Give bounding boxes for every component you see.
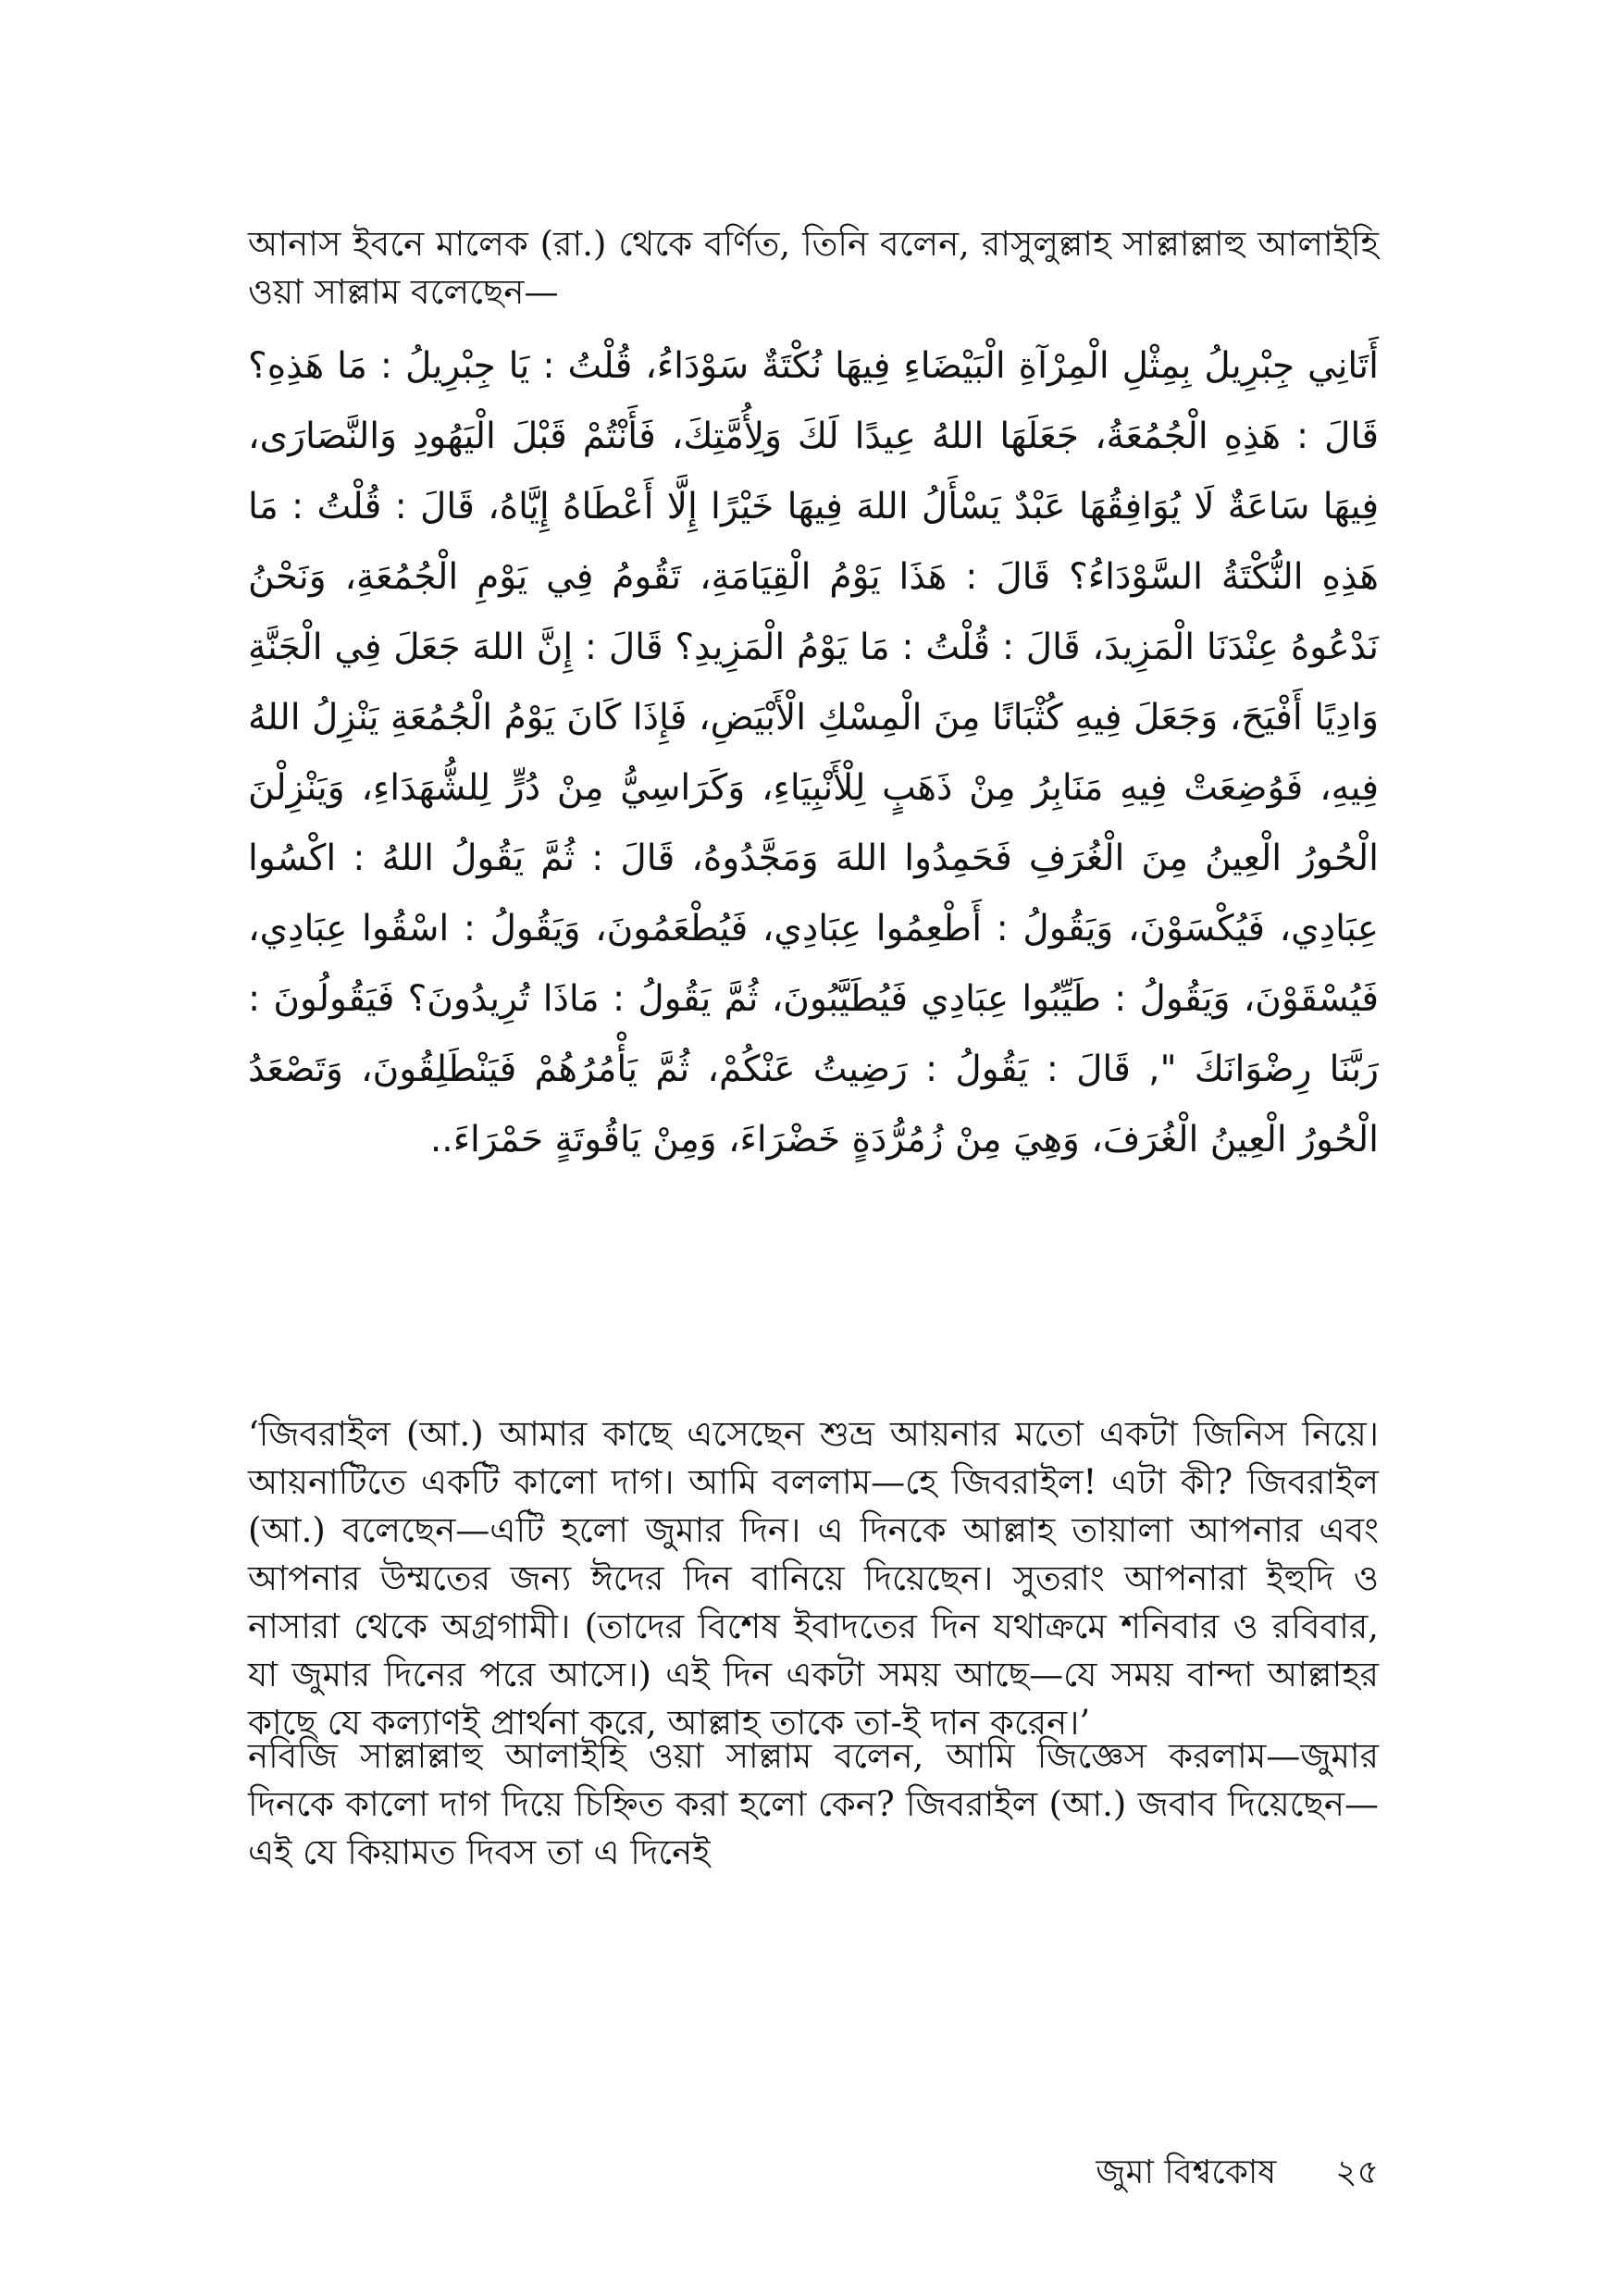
translation-paragraph: ‘জিবরাইল (আ.) আমার কাছে এসেছেন শুভ্র আয়নার মতো একটা জিনিস নিয়ে। আয়নাটিতে একটি কালো দাগ। আমি বললাম—হে জিবরাইল! এটা কী? জিবরাইল (আ.) বলেছেন—এটি হলো জুমার দিন। এ দিনকে আল্লাহ তায়ালা আপনার এবং আপনার উম্মতের জন্য ঈদের দিন বানিয়ে দিয়েছেন। সুতরাং আপনারা ইহুদি ও নাসারা থেকে অগ্রগামী। (তাদের বিশেষ ইবাদতের দিন যথাক্রমে শনিবার ও রবিবার, যা জুমার দিনের পরে আসে।) এই দিন একটা সময় আছে—যে সময় বান্দা আল্লাহর কাছে যে কল্যাণই প্রার্থনা করে, আল্লাহ তাকে তা-ই দান করেন।’: [248, 1414, 1379, 1743]
page-footer: [962, 2153, 1379, 2193]
book-title: জুমা বিশ্বকোষ: [1096, 2153, 1277, 2191]
continuation-paragraph: নবিজি সাল্লাল্লাহু আলাইহি ওয়া সাল্লাম বলেন, আমি জিজ্ঞেস করলাম—জুমার দিনকে কালো দাগ দিয়ে চিহ্নিত করা হলো কেন? জিবরাইল (আ.) জবাব দিয়েছেন—এই যে কিয়ামত দিবস তা এ দিনেই: [248, 1736, 1379, 1872]
intro-paragraph: আনাস ইবনে মালেক (রা.) থেকে বর্ণিত, তিনি বলেন, রাসুলুল্লাহ সাল্লাল্লাহু আলাইহি ওয়া সাল্লাম বলেছেন—: [248, 224, 1379, 312]
arabic-hadith-text: أَتَانِي جِبْرِيلُ بِمِثْلِ الْمِرْآةِ الْبَيْضَاءِ فِيهَا نُكْتَةٌ سَوْدَاءُ، قُلْتُ : يَا جِبْرِيلُ : مَا هَذِهِ؟ قَالَ : هَذِهِ الْجُمُعَةُ، جَعَلَهَا اللهُ عِيدًا لَكَ وَلِأُمَّتِكَ، فَأَنْتُمْ قَبْلَ الْيَهُودِ وَالنَّصَارَى، فِيهَا سَاعَةٌ لَا يُوَافِقُهَا عَبْدٌ يَسْأَلُ اللهَ فِيهَا خَيْرًا إِلَّا أَعْطَاهُ إِيَّاهُ، قَالَ : قُلْتُ : مَا هَذِهِ النُّكْتَةُ السَّوْدَاءُ؟ قَالَ : هَذَا يَوْمُ الْقِيَامَةِ، تَقُومُ فِي يَوْمِ الْجُمُعَةِ، وَنَحْنُ نَدْعُوهُ عِنْدَنَا الْمَزِيدَ، قَالَ : قُلْتُ : مَا يَوْمُ الْمَزِيدِ؟ قَالَ : إِنَّ اللهَ جَعَلَ فِي الْجَنَّةِ وَادِيًا أَفْيَحَ، وَجَعَلَ فِيهِ كُثْبَانًا مِنَ الْمِسْكِ الْأَبْيَضِ، فَإِذَا كَانَ يَوْمُ الْجُمُعَةِ يَنْزِلُ اللهُ فِيهِ، فَوُضِعَتْ فِيهِ مَنَابِرُ مِنْ ذَهَبٍ لِلْأَنْبِيَاءِ، وَكَرَاسِيُّ مِنْ دُرٍّ لِلشُّهَدَاءِ، وَيَنْزِلْنَ الْحُورُ الْعِينُ مِنَ الْغُرَفِ فَحَمِدُوا اللهَ وَمَجَّدُوهُ، قَالَ : ثُمَّ يَقُولُ اللهُ : اكْسُوا عِبَادِي، فَيُكْسَوْنَ، وَيَقُولُ : أَطْعِمُوا عِبَادِي، فَيُطْعَمُونَ، وَيَقُولُ : اسْقُوا عِبَادِي، فَيُسْقَوْنَ، وَيَقُولُ : طَيِّبُوا عِبَادِي فَيُطَيَّبُونَ، ثُمَّ يَقُولُ : مَاذَا تُرِيدُونَ؟ فَيَقُولُونَ : رَبَّنَا رِضْوَانَكَ ", قَالَ : يَقُولُ : رَضِيتُ عَنْكُمْ، ثُمَّ يَأْمُرُهُمْ فَيَنْطَلِقُونَ، وَتَصْعَدُ الْحُورُ الْعِينُ الْغُرَفَ، وَهِيَ مِنْ زُمُرُّدَةٍ خَضْرَاءَ، وَمِنْ يَاقُوتَةٍ حَمْرَاءَ..: [248, 345, 1379, 1160]
page-number: ২৫: [1335, 2153, 1379, 2191]
